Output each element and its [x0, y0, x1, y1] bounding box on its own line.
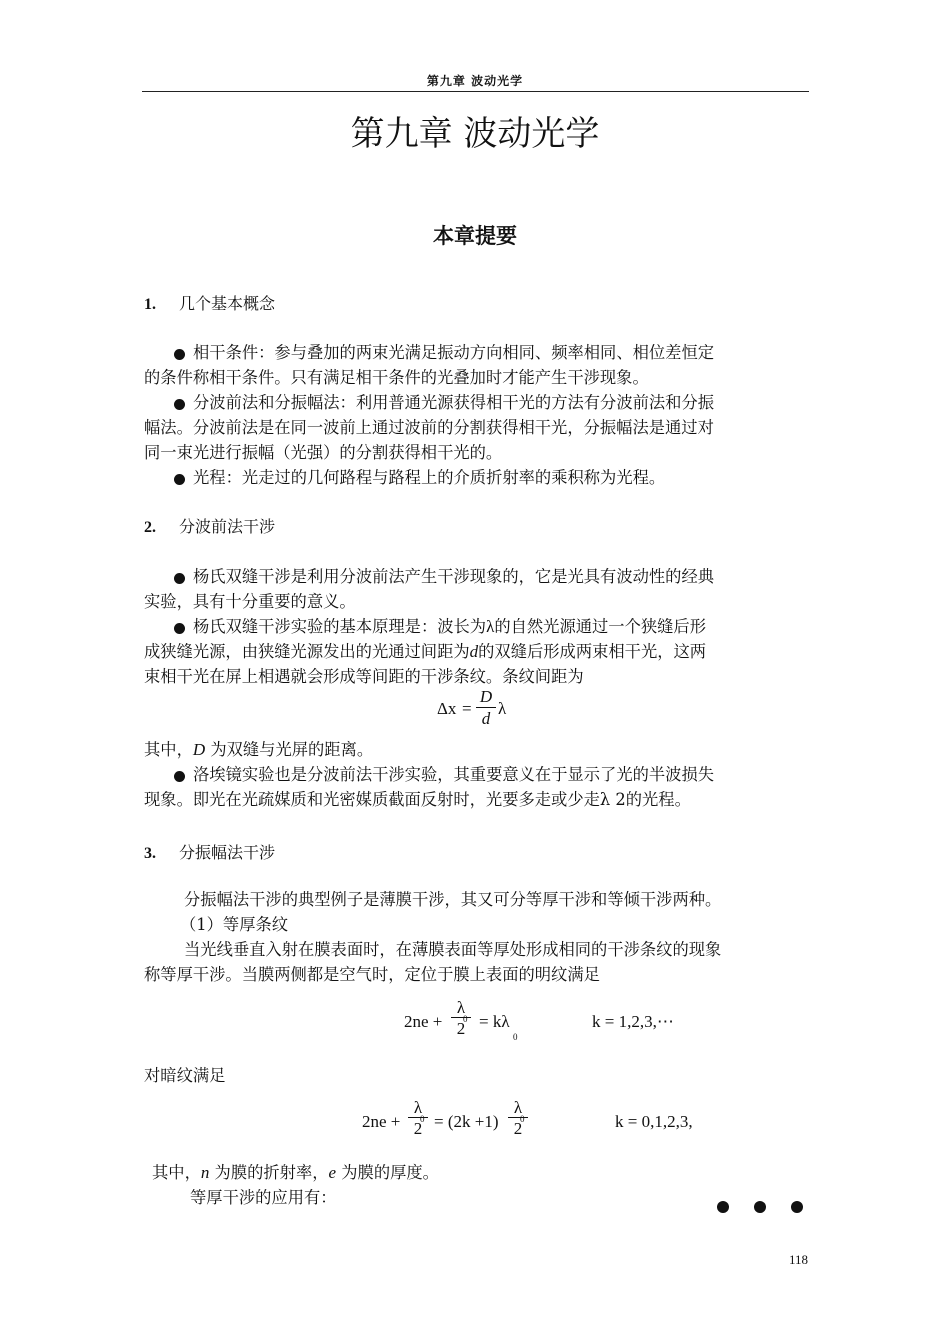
- section-2-number: 2.: [144, 519, 156, 536]
- page-number: 118: [788, 1252, 808, 1267]
- symbol-D: D: [192, 740, 206, 759]
- section-3-number: 3.: [144, 845, 156, 862]
- bright-eq-rhs: = kλ: [479, 1012, 510, 1031]
- lambda-symbol: λ: [486, 617, 495, 636]
- dark-eq-denominator-1: 2: [408, 1117, 428, 1140]
- bright-eq-denominator: 2: [451, 1017, 471, 1040]
- bright-eq-numerator: λ: [456, 998, 466, 1017]
- section-3-heading: [144, 840, 275, 863]
- dark-eq-mid: = (2k +1): [434, 1112, 499, 1131]
- text-line: 相干条件：参与叠加的两束光满足振动方向相同、频率相同、相位差恒定: [193, 343, 715, 362]
- text-line: 杨氏双缝干涉是利用分波前法产生干涉现象的，它是光具有波动性的经典: [193, 567, 715, 586]
- text-line: 同一束光进行振幅（光强）的分割获得相干光的。: [144, 443, 503, 462]
- text-run: 为双缝与光屏的距离。: [210, 740, 374, 759]
- text-line: 现象。即光在光疏媒质和光密媒质截面反射时，光要多走或少走λ 2的光程。: [144, 790, 691, 809]
- header-rule: [142, 91, 809, 92]
- bright-eq-lhs: 2ne +: [404, 1012, 443, 1031]
- section-1-number: 1.: [144, 296, 156, 313]
- bright-eq-rhs-subscript: 0: [513, 1032, 518, 1042]
- text-run: 的自然光源通过一个狭缝后形: [494, 617, 706, 636]
- section-1-body: [144, 340, 810, 490]
- text-run: 其中，: [152, 1163, 201, 1182]
- continuation-dot-icon: [717, 1201, 729, 1213]
- symbol-d: d: [469, 642, 479, 661]
- eq-equals: =: [462, 699, 472, 718]
- text-line: 分波前法和分振幅法：利用普通光源获得相干光的方法有分波前法和分振: [193, 393, 715, 412]
- continuation-dot-icon: [754, 1201, 766, 1213]
- eq-denominator: d: [476, 707, 496, 729]
- dark-eq-fraction-2: [508, 1099, 528, 1140]
- bullet-icon: [174, 623, 185, 634]
- text-line: 实验，具有十分重要的意义。: [144, 592, 356, 611]
- section-2-heading: [144, 514, 275, 537]
- dark-label: 对暗纹满足: [144, 1066, 226, 1085]
- symbol-e: e: [328, 1163, 337, 1182]
- section-3-body-cont: [152, 1160, 810, 1210]
- dark-eq-denominator-2: 2: [508, 1117, 528, 1140]
- bright-eq-subscript: 0: [463, 1014, 468, 1024]
- subheading-equal-thickness: （1）等厚条纹: [180, 915, 289, 934]
- text-line: 束相干光在屏上相遇就会形成等间距的干涉条纹。条纹间距为: [144, 667, 584, 686]
- bullet-icon: [174, 474, 185, 485]
- dark-eq-subscript-1: 0: [420, 1114, 425, 1124]
- dark-eq-numerator-1: λ: [413, 1098, 423, 1117]
- text-run: 为膜的厚度。: [341, 1163, 439, 1182]
- dark-eq-subscript-2: 0: [520, 1114, 525, 1124]
- running-head: 第九章 波动光学: [426, 74, 524, 88]
- text-run: 的双缝后形成两束相干光，这两: [478, 642, 707, 661]
- bullet-icon: [174, 399, 185, 410]
- symbol-n: n: [200, 1163, 210, 1182]
- continuation-dot-icon: [791, 1201, 803, 1213]
- section-3-title: 分振幅法干涉: [179, 843, 276, 862]
- section-3-body: [144, 887, 810, 987]
- text-run: 杨氏双缝干涉实验的基本原理是：波长为: [193, 617, 487, 636]
- dark-eq-lhs: 2ne +: [362, 1112, 401, 1131]
- text-run: 其中，: [144, 740, 193, 759]
- bright-eq-condition: k = 1,2,3,⋯: [592, 1012, 674, 1031]
- dark-eq-numerator-2: λ: [513, 1098, 523, 1117]
- text-line: 幅法。分波前法是在同一波前上通过波前的分割获得相干光，分振幅法是通过对: [144, 418, 714, 437]
- bullet-icon: [174, 771, 185, 782]
- dark-eq-condition: k = 0,1,2,3,: [615, 1112, 693, 1131]
- chapter-title: 第九章 波动光学: [350, 114, 600, 154]
- text-run: 成狭缝光源，由狭缝光源发出的光通过间距为: [144, 642, 470, 661]
- eq-fraction: [476, 687, 496, 729]
- bright-eq-fraction: [451, 999, 471, 1040]
- text-line: 洛埃镜实验也是分波前法干涉实验，其重要意义在于显示了光的半波损失: [193, 765, 715, 784]
- text-run: 为膜的折射率，: [214, 1163, 329, 1182]
- eq-lhs: Δx: [437, 699, 457, 718]
- section-2-body-cont: [144, 737, 810, 812]
- text-line: 等厚干涉的应用有：: [190, 1188, 337, 1207]
- dark-eq-fraction-1: [408, 1099, 428, 1140]
- text-line: 分振幅法干涉的典型例子是薄膜干涉，其又可分等厚干涉和等倾干涉两种。: [184, 890, 722, 909]
- eq-lambda: λ: [498, 699, 507, 718]
- text-line: 当光线垂直入射在膜表面时，在薄膜表面等厚处形成相同的干涉条纹的现象: [184, 940, 722, 959]
- equation-fringe-spacing: [437, 699, 456, 719]
- text-line: 称等厚干涉。当膜两侧都是空气时，定位于膜上表面的明纹满足: [144, 965, 600, 984]
- section-1-title: 几个基本概念: [179, 294, 276, 313]
- section-title: 本章提要: [433, 224, 517, 248]
- eq-numerator: D: [479, 687, 493, 706]
- bullet-icon: [174, 573, 185, 584]
- text-line: 的条件称相干条件。只有满足相干条件的光叠加时才能产生干涉现象。: [144, 368, 649, 387]
- section-2-title: 分波前法干涉: [179, 517, 276, 536]
- section-1-heading: [144, 291, 275, 314]
- bullet-icon: [174, 349, 185, 360]
- text-line: 光程：光走过的几何路程与路程上的介质折射率的乘积称为光程。: [193, 468, 666, 487]
- section-2-body: [144, 564, 810, 689]
